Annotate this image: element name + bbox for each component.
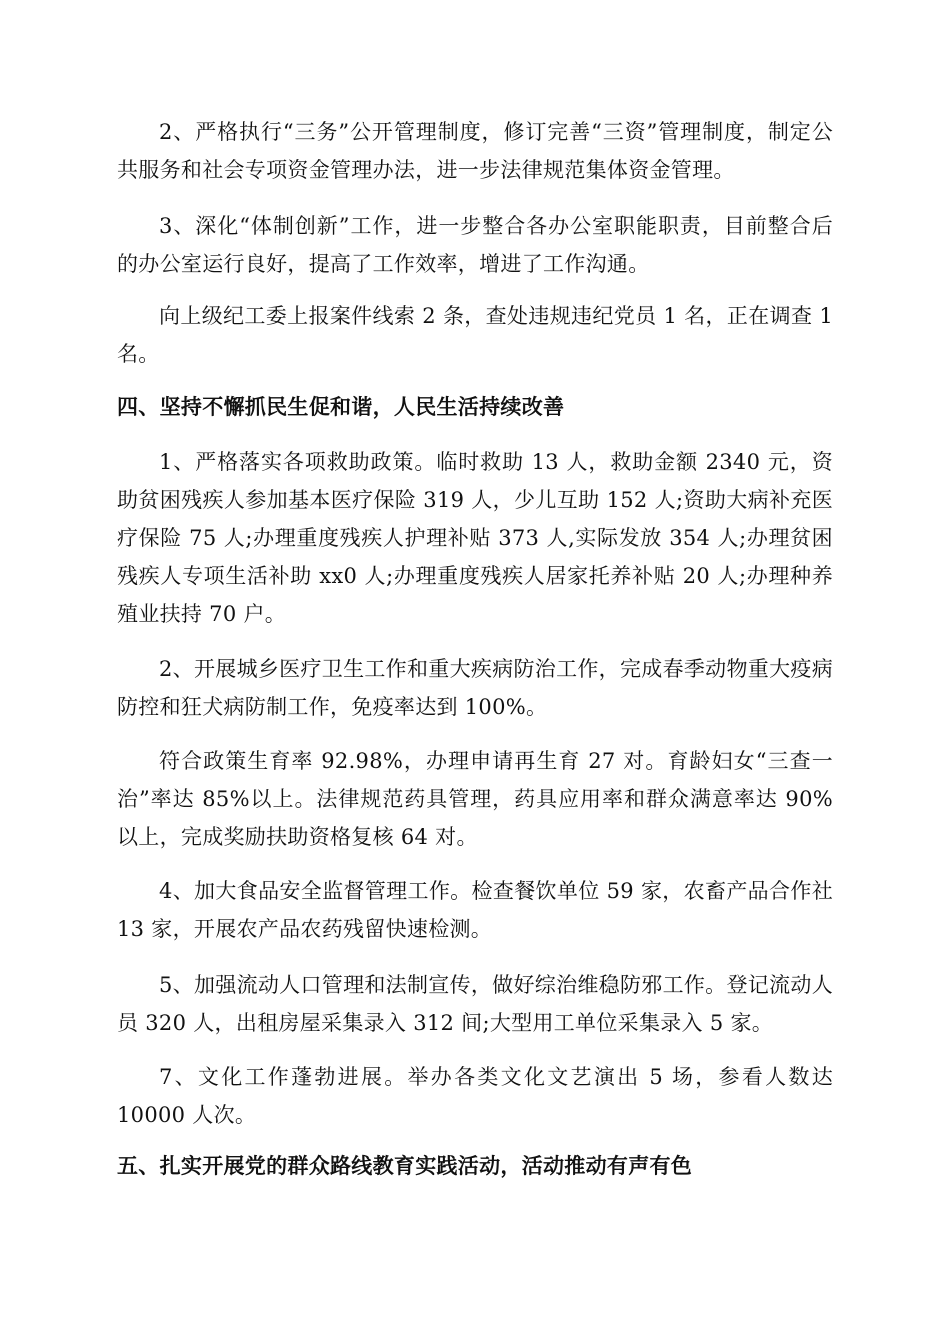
section-heading-livelihood: 四、坚持不懈抓民生促和谐，人民生活持续改善 [117,395,565,419]
paragraph-case-clues: 向上级纪工委上报案件线索 2 条，查处违规违纪党员 1 名，正在调查 1 名。 [117,304,833,366]
paragraph-sanwu-management: 2、严格执行“三务”公开管理制度，修订完善“三资”管理制度，制定公共服务和社会专项资金管理办法，进一步法律规范集体资金管理。 [117,120,833,182]
paragraph-family-planning: 符合政策生育率 92.98%，办理申请再生育 27 对。育龄妇女“三查一治”率达 85%以上。法律规范药具管理，药具应用率和群众满意率达 90%以上，完成奖励扶助资格复核 64 对。 [117,749,833,849]
paragraph-culture-work: 7、文化工作蓬勃进展。举办各类文化文艺演出 5 场，参看人数达 10000 人次。 [117,1065,833,1127]
section-heading-mass-line: 五、扎实开展党的群众路线教育实践活动，活动推动有声有色 [117,1154,693,1178]
paragraph-floating-population: 5、加强流动人口管理和法制宣传，做好综治维稳防邪工作。登记流动人员 320 人，出租房屋采集录入 312 间;大型用工单位采集录入 5 家。 [117,973,833,1035]
paragraph-relief-policy: 1、严格落实各项救助政策。临时救助 13 人，救助金额 2340 元，资助贫困残疾人参加基本医疗保险 319 人，少儿互助 152 人;资助大病补充医疗保险 75 人;办理重度残疾人护理补贴 373 人,实际发放 354 人;办理贫困残疾人专项生活补助 xx0 人;办理重度残疾人居家托养补贴 20 人;办理种养殖业扶持 70 户。 [117,450,833,626]
paragraph-system-innovation: 3、深化“体制创新”工作，进一步整合各办公室职能职责，目前整合后的办公室运行良好，提高了工作效率，增进了工作沟通。 [117,214,833,276]
paragraph-food-safety: 4、加大食品安全监督管理工作。检查餐饮单位 59 家，农畜产品合作社 13 家，开展农产品农药残留快速检测。 [117,879,833,941]
paragraph-medical-health: 2、开展城乡医疗卫生工作和重大疾病防治工作，完成春季动物重大疫病防控和狂犬病防制工作，免疫率达到 100%。 [117,657,833,719]
